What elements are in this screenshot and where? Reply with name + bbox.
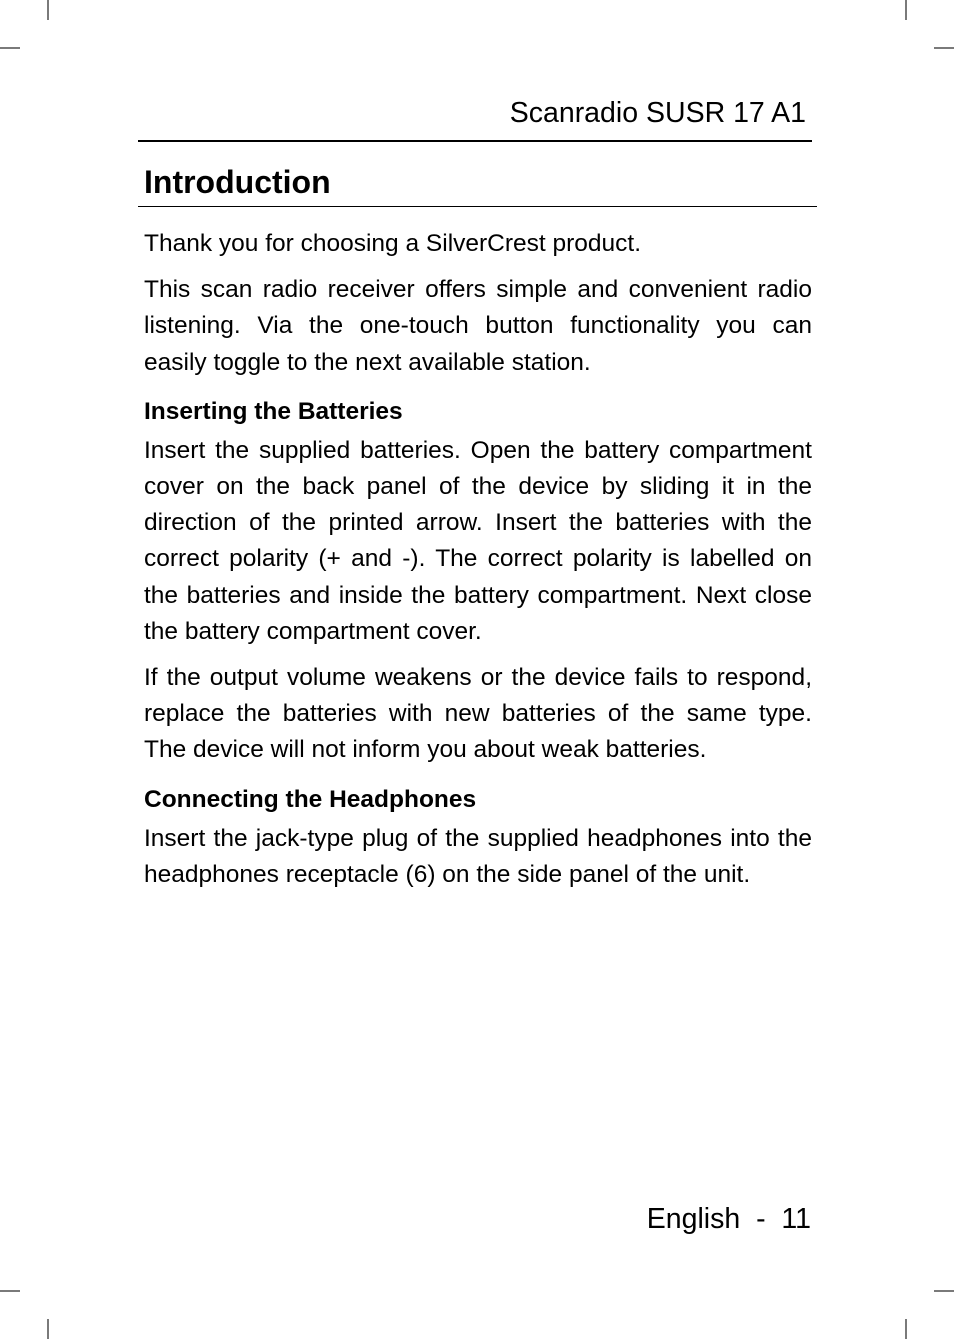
- headphones-paragraph: Insert the jack-type plug of the supplied headphones into the headphones receptacle (6) on the side panel of the unit.: [144, 824, 812, 888]
- header-rule: [138, 140, 812, 142]
- footer-language: English: [646, 1203, 741, 1235]
- headphones-heading: Connecting the Headphones: [144, 785, 477, 813]
- section-title: Introduction: [144, 164, 331, 200]
- crop-mark-top-left-horizontal: [0, 47, 20, 49]
- batteries-heading: Inserting the Batteries: [144, 397, 403, 425]
- page-number: 11: [781, 1203, 811, 1235]
- crop-mark-top-left-vertical: [47, 0, 49, 20]
- page-footer: [647, 1202, 811, 1236]
- section-rule: [138, 206, 817, 207]
- crop-mark-bottom-left-horizontal: [0, 1290, 20, 1292]
- page-content: [144, 226, 812, 893]
- crop-mark-bottom-right-horizontal: [934, 1290, 954, 1292]
- crop-mark-bottom-left-vertical: [47, 1319, 49, 1339]
- crop-mark-top-right-vertical: [905, 0, 907, 20]
- document-header-title: Scanradio SUSR 17 A1: [509, 97, 806, 129]
- thanks-paragraph: Thank you for choosing a SilverCrest product.: [144, 230, 642, 257]
- intro-paragraph: This scan radio receiver offers simple and convenient radio listening. Via the one-touch button functionality you can easily toggle to the next available station.: [144, 276, 812, 376]
- replace-batteries-paragraph: If the output volume weakens or the device fails to respond, replace the batteries with new batteries of the same type. The device will not inform you about weak batteries.: [144, 664, 812, 764]
- footer-separator: -: [756, 1203, 766, 1235]
- crop-mark-bottom-right-vertical: [905, 1319, 907, 1339]
- insert-batteries-paragraph: Insert the supplied batteries. Open the battery compartment cover on the back panel of the device by sliding it in the direction of the printed arrow. Insert the batteries with the correct polarity (+ and -). The correct polarity is labelled on the batteries and inside the battery compartment. Next close the battery compartment cover.: [144, 436, 812, 645]
- crop-mark-top-right-horizontal: [934, 47, 954, 49]
